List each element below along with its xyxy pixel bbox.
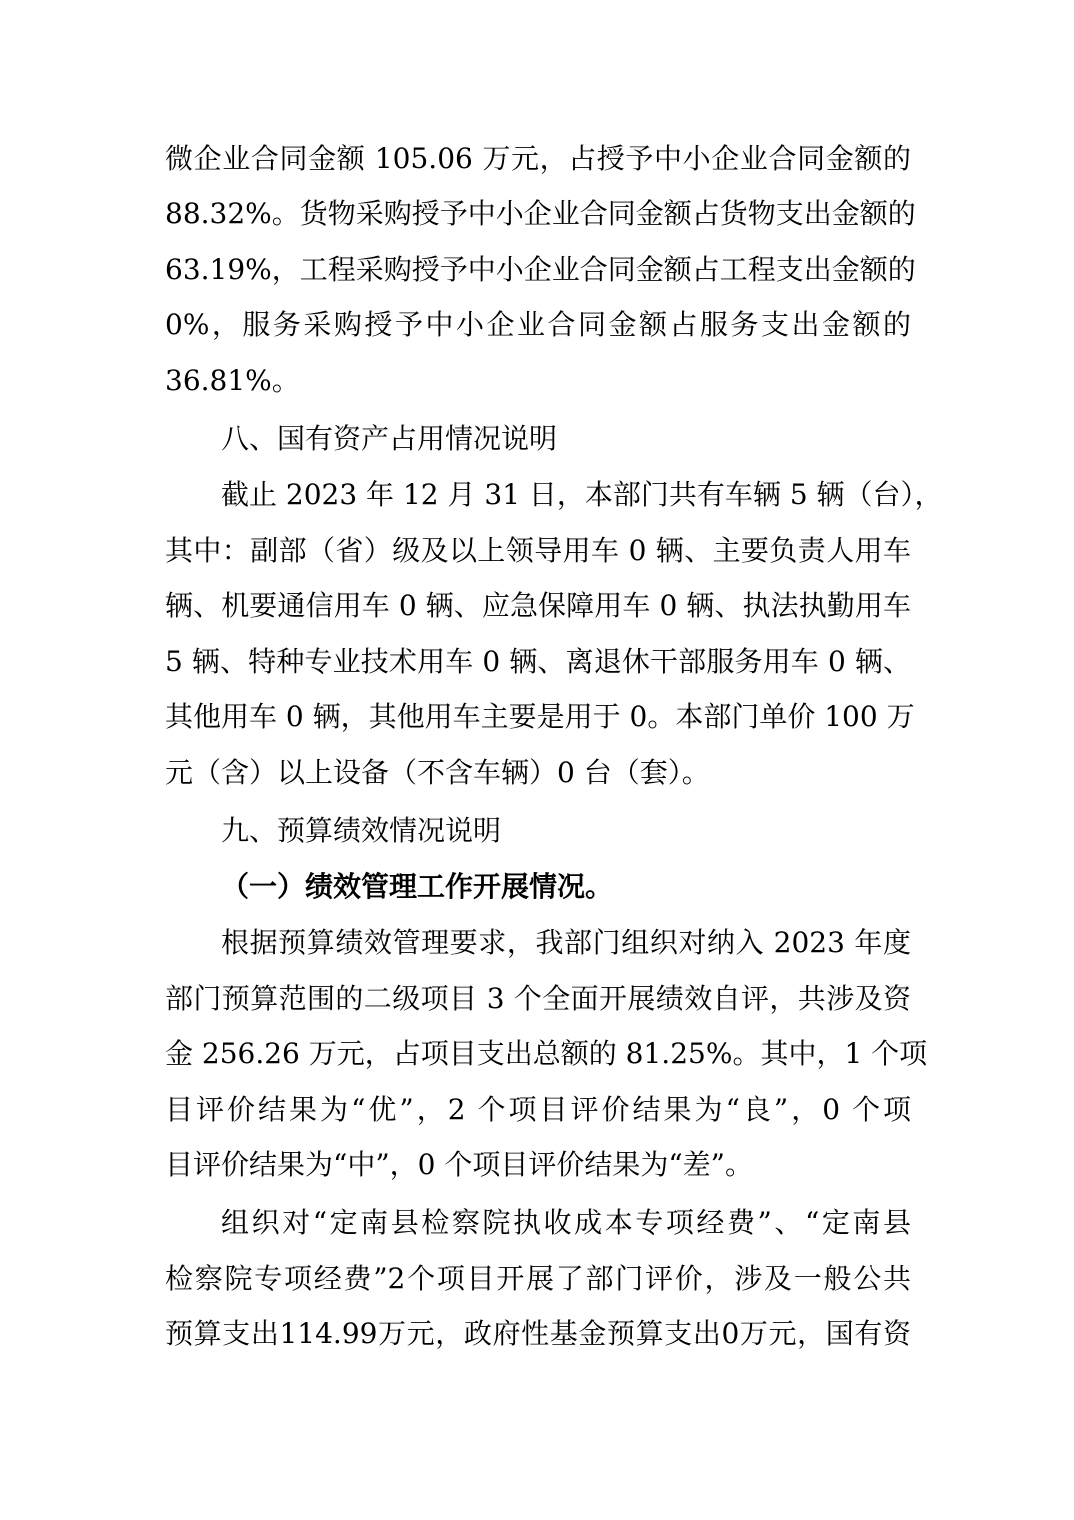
evaluation-line-2: 检察院专项经费”2个项目开展了部门评价，涉及一般公共: [165, 1262, 911, 1295]
performance-line-2: 部门预算范围的二级项目 3 个全面开展绩效自评，共涉及资: [165, 982, 911, 1015]
performance-line-3: 金 256.26 万元，占项目支出总额的 81.25%。其中，1 个项: [165, 1037, 928, 1070]
subsection-1-heading: （一）绩效管理工作开展情况。: [221, 870, 614, 903]
performance-line-5: 目评价结果为“中”，0 个项目评价结果为“差”。: [165, 1148, 753, 1181]
assets-line-3: 辆、机要通信用车 0 辆、应急保障用车 0 辆、执法执勤用车: [165, 589, 911, 622]
assets-line-1: 截止 2023 年 12 月 31 日，本部门共有车辆 5 辆（台），: [221, 478, 943, 511]
assets-line-5: 其他用车 0 辆，其他用车主要是用于 0。本部门单价 100 万: [165, 700, 915, 733]
procurement-line-5: 36.81%。: [165, 364, 300, 397]
evaluation-line-1: 组织对“定南县检察院执收成本专项经费”、“定南县: [221, 1206, 911, 1239]
procurement-line-3: 63.19%，工程采购授予中小企业合同金额占工程支出金额的: [165, 253, 916, 286]
section-9-heading: 九、预算绩效情况说明: [221, 814, 502, 847]
evaluation-line-3: 预算支出114.99万元，政府性基金预算支出0万元，国有资: [165, 1317, 911, 1350]
performance-line-1: 根据预算绩效管理要求，我部门组织对纳入 2023 年度: [221, 926, 911, 959]
assets-line-2: 其中：副部（省）级及以上领导用车 0 辆、主要负责人用车: [165, 534, 911, 567]
procurement-line-4: 0%，服务采购授予中小企业合同金额占服务支出金额的: [165, 308, 911, 341]
section-8-heading: 八、国有资产占用情况说明: [221, 422, 558, 455]
assets-line-4: 5 辆、特种专业技术用车 0 辆、离退休干部服务用车 0 辆、: [165, 645, 911, 678]
procurement-line-2: 88.32%。货物采购授予中小企业合同金额占货物支出金额的: [165, 197, 916, 230]
performance-line-4: 目评价结果为“优”，2 个项目评价结果为“良”，0 个项: [165, 1093, 911, 1126]
procurement-line-1: 微企业合同金额 105.06 万元，占授予中小企业合同金额的: [165, 142, 911, 175]
assets-line-6: 元（含）以上设备（不含车辆）0 台（套）。: [165, 756, 710, 789]
